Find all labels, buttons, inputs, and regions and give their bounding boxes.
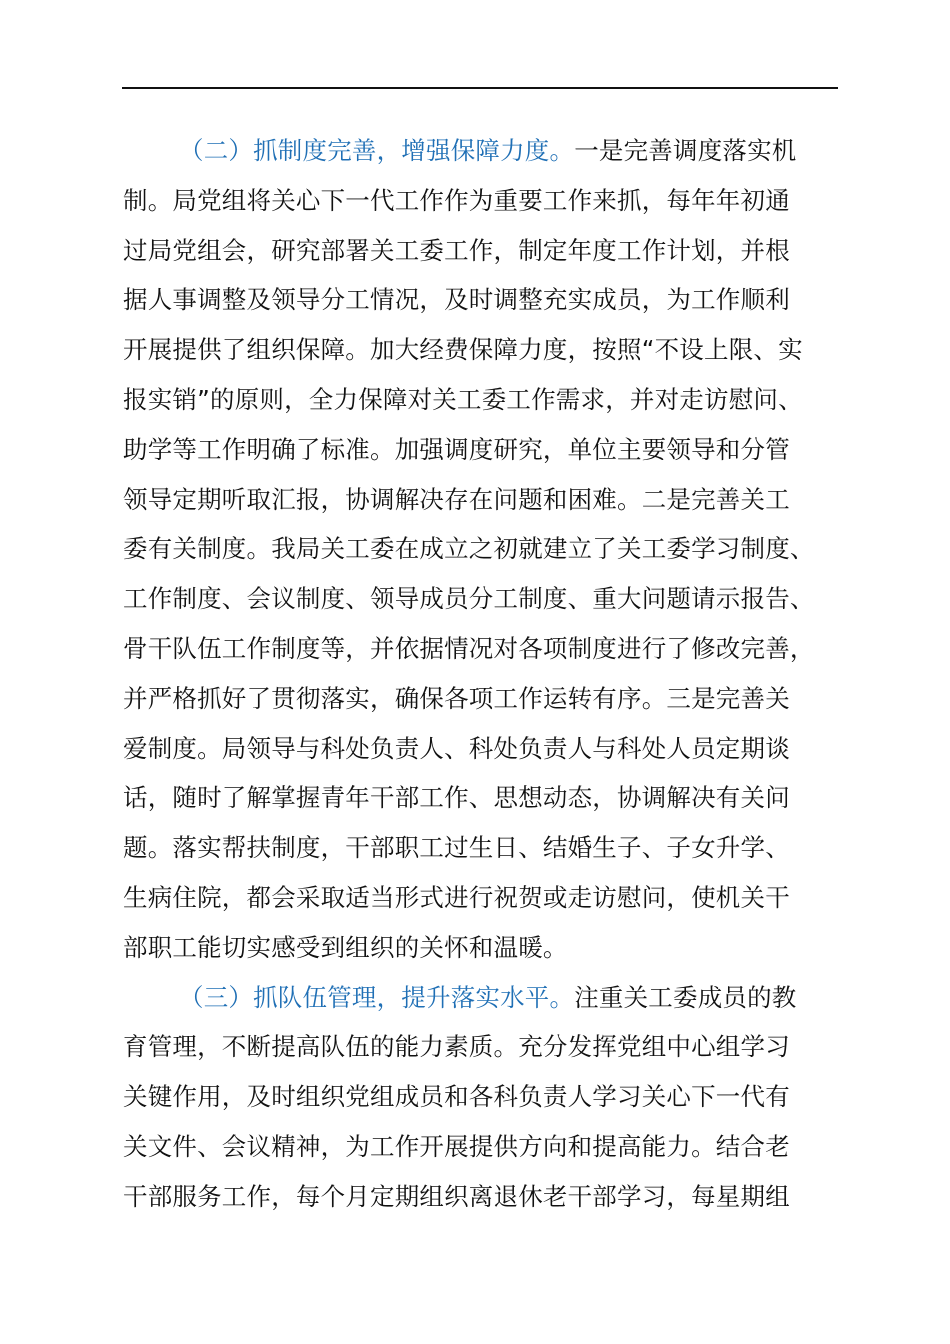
text-line: 注重关工委成员的教 [574, 982, 797, 1012]
text-line: 育管理，不断提高队伍的能力素质。充分发挥党组中心组学习 [123, 1032, 790, 1062]
text-line: 工作制度、会议制度、领导成员分工制度、重大问题请示报告、 [123, 584, 815, 614]
text-line: 题。落实帮扶制度，干部职工过生日、结婚生子、子女升学、 [123, 833, 790, 863]
text-line: 关文件、会议精神，为工作开展提供方向和提高能力。结合老 [123, 1131, 790, 1161]
text-line: 制。局党组将关心下一代工作作为重要工作来抓，每年年初通 [123, 185, 790, 215]
text-line: 并严格抓好了贯彻落实，确保各项工作运转有序。三是完善关 [123, 683, 790, 713]
section3-first-line [123, 973, 863, 1023]
text-line: 一是完善调度落实机 [574, 136, 797, 165]
text-line: 爱制度。局领导与科处负责人、科处负责人与科处人员定期谈 [123, 733, 790, 763]
text-line: 据人事调整及领导分工情况，及时调整充实成员，为工作顺利 [123, 285, 790, 315]
text-line: 开展提供了组织保障。加大经费保障力度，按照“不设上限、实 [123, 335, 803, 365]
section2-heading: （二）抓制度完善，增强保障力度。 [179, 136, 575, 165]
text-line: 领导定期听取汇报，协调解决存在问题和困难。二是完善关工 [123, 484, 790, 514]
text-line: 生病住院，都会采取适当形式进行祝贺或走访慰问，使机关干 [123, 882, 790, 912]
header-rule [122, 87, 838, 89]
section3-heading: （三）抓队伍管理，提升落实水平。 [179, 982, 575, 1012]
document-body [123, 126, 863, 1222]
text-line: 部职工能切实感受到组织的关怀和温暖。 [123, 932, 568, 962]
text-line: 关键作用，及时组织党组成员和各科负责人学习关心下一代有 [123, 1082, 790, 1112]
text-line: 报实销”的原则，全力保障对关工委工作需求，并对走访慰问、 [123, 384, 803, 414]
text-line: 骨干队伍工作制度等，并依据情况对各项制度进行了修改完善， [123, 633, 815, 663]
text-line: 干部服务工作，每个月定期组织离退休老干部学习，每星期组 [123, 1181, 790, 1211]
text-line: 委有关制度。我局关工委在成立之初就建立了关工委学习制度、 [123, 534, 815, 564]
text-line: 话，随时了解掌握青年干部工作、思想动态，协调解决有关问 [123, 783, 790, 813]
section2-first-line [123, 126, 863, 176]
text-line: 助学等工作明确了标准。加强调度研究，单位主要领导和分管 [123, 434, 790, 464]
text-line: 过局党组会，研究部署关工委工作，制定年度工作计划，并根 [123, 235, 790, 265]
